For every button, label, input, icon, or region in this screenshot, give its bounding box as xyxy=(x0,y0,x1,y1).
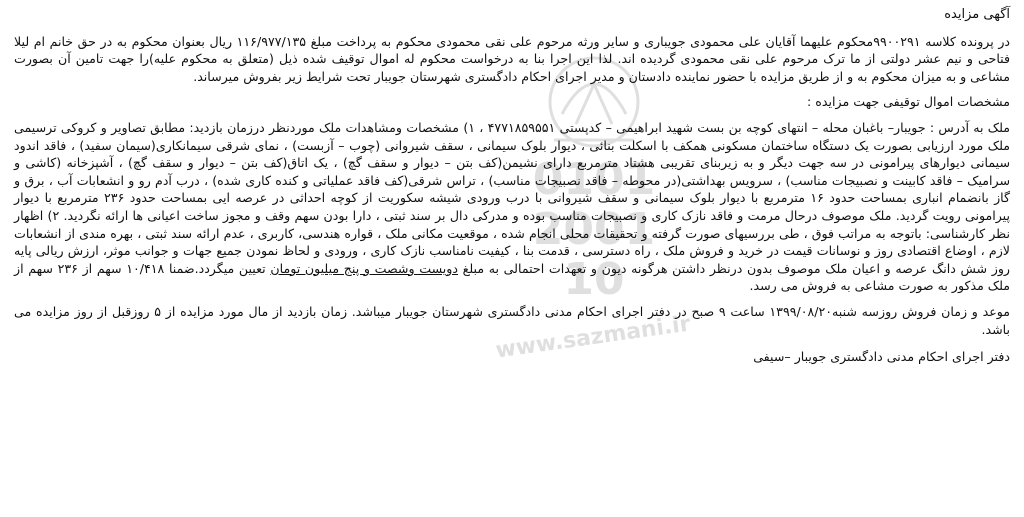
notice-signature: دفتر اجرای احکام مدنی دادگستری جویبار –سیفی xyxy=(753,349,1010,365)
property-description-paragraph xyxy=(14,119,1010,295)
watermark-digits-mid: 2001 xyxy=(532,204,656,255)
watermark-digits-bottom: 10 xyxy=(563,254,625,305)
auction-time-paragraph: موعد و زمان فروش روزسه شنبه۱۳۹۹/۰۸/۲۰ ساعت ۹ صبح در دفتر اجرای احکام مدنی دادگستری شهرستان جویبار میباشد. زمان بازدید از مال مورد مزایده از ۵ روزقبل از روز مزایده می باشد. xyxy=(14,303,1010,337)
watermark-site-text: www.sazmani.ir xyxy=(494,311,693,364)
notice-intro-paragraph: در پرونده کلاسه ۹۹۰۰۲۹۱محکوم علیهما آقایان علی محمودی جویباری و سایر ورثه مرحوم علی نقی محمودی محکوم به پرداخت مبلغ ۱۱۶/۹۷۷/۱۳۵ ریال بعنوان محکوم به در حق خانم ام لیلا فتاحی و نیم عشر دولتی از ما ترک مرحوم علی نقی محمودی گردیده اند. لذا این اجرا بنا به درخواست محکوم له اموال توقیف شده ذیل (متعلق به محکوم علیه)را جهت تامین آن بصورت مشاعی و به میزان محکوم به و از طریق مزایده با حضور نماینده دادستان و مدیر اجرای احکام دادگستری شهرستان جویبار تحت شرایط زیر بفروش میرساند. xyxy=(14,33,1011,84)
property-description-tail: تعیین میگردد.ضمنا ۱۰/۴۱۸ سهم از ۲۳۶ سهم از ملک مذکور به صورت مشاعی به فروش می رسد. xyxy=(14,260,1010,294)
property-price-words: دویست وشصت و پنج میلیون تومان xyxy=(270,260,458,276)
notice-title: آگهی مزایده xyxy=(944,7,1010,22)
property-description-main: ملک به آدرس : جویبار– باغبان محله – انتهای کوچه بن بست شهید ابراهیمی – کدپستی ۴۷۷۱۸۵۹۵۵۱ ، ۱) مشخصات ومشاهدات ملک موردنظر درزمان بازدید: مطابق تصاویر و کروکی ترسیمی ملک مورد ارزیابی بصورت یک دستگاه ساختمان مسکونی همکف با اسکلت بنائی ، دیوار بلوک سیمانی ، سقف شیروانی (چوب – آزبست) ، نمای شرقی سیمانکاری(سیمان سفید) ، فاقد اندود سیمانی دیوارهای پیرامونی در سه جهت دیگر و به زیربنای تقریبی هشتاد مترمربع دارای نشیمن(کف بتن – دیوار و سقف گچ) ، یک اتاق(کف بتن – دیوار و سقف گچ) ، آشپزخانه (کاشی و سرامیک – فاقد کابینت و نصبیجات مناسب) ، سرویس بهداشتی(در محوطه – فاقد نصبیجات مناسب) ، تراس شرقی(کف فاقد عملیاتی و کنده کاری شده) ، درب آدم رو و انشعابات آب ، برق و گاز بانضمام انباری بمساحت حدود ۱۶ مترمربع با دیوار بلوک سیمانی و سقف شیروانی با درب ورودی شیشه سکوریت از کوچه احداثی در عرصه ایی بمساحت حدود ۲۳۶ مترمربع با دیوار پیرامونی رویت گردید. ملک موصوف درحال مرمت و فاقد نازک کاری و نصبیجات مناسب بوده و مدرکی دال بر سند ثبتی ، دارا بودن سهم وقف و مجوز ساخت اعیانی ها ارائه نگردید. ۲) اظهار نظر کارشناسی: باتوجه به مراتب فوق ، طی بررسیهای صورت گرفته و تحقیقات محلی انجام شده ، موقعیت مکانی ملک ، قواره هندسی، کاربری ، عدم ارائه سند ثبتی ، بهره مندی از انشعابات لازم ، اوضاع اقتصادی روز و نوسانات قیمت در خرید و فروش ملک ، راه دسترسی ، قدمت بنا ، کیفیت نامناسب نازک کاری ، ورودی و لحاظ نمودن جمیع جهات و جوانب موثر، ارزش ریالی پایه روز شش دانگ عرصه و اعیان ملک موصوف بدون درنظر داشتن هرگونه دیون و تعهدات احتمالی به مبلغ xyxy=(14,119,1010,276)
specs-heading: مشخصات اموال توقیفی جهت مزایده : xyxy=(807,94,1010,110)
notice-body xyxy=(14,6,1010,366)
watermark-digits-top: 0101 xyxy=(532,154,656,205)
